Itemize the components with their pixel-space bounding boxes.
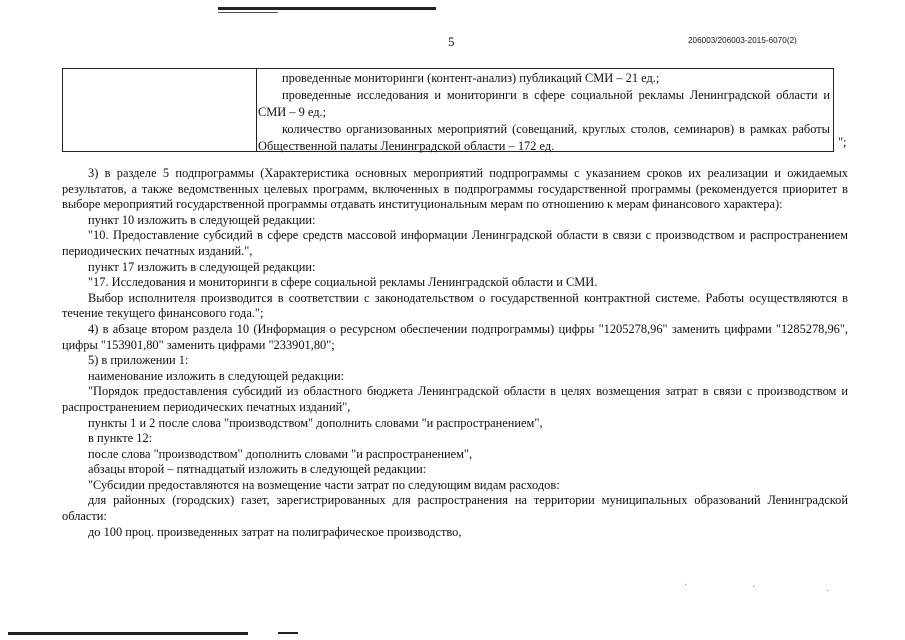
paragraph: 3) в разделе 5 подпрограммы (Характеристика основных мероприятий подпрограммы с указанием сроков их реализации и ожидаемых результатов, а также ведомственных целевых программ, включенных в подпрограммы государственной программы (рекомендуется приоритет в выборе мероприятий государственной программы отдавать институциональным мерам по отношению к мерам финансового характера): [62, 166, 848, 212]
table-cell-line: проведенные мониторинги (контент-анализ) публикаций СМИ – 21 ед.; [282, 71, 660, 85]
paragraph: "17. Исследования и мониторинги в сфере социальной рекламы Ленинградской области и СМИ. [88, 275, 598, 290]
paragraph: "Субсидии предоставляются на возмещение части затрат по следующим видам расходов: [88, 477, 560, 492]
table-cell-line: количество организованных мероприятий (совещаний, круглых столов, семинаров) в рамках работы Общественной палаты Ленинградской области – 172 ед. [258, 122, 830, 153]
scan-speck: · [684, 580, 688, 591]
document-body [62, 166, 848, 540]
paragraph: после слова "производством" дополнить словами "и распространением", [88, 446, 473, 461]
paragraph: в пункте 12: [88, 431, 153, 446]
paragraph: наименование изложить в следующей редакции: [88, 368, 345, 383]
paragraph: до 100 проц. произведенных затрат на полиграфическое производство, [88, 524, 462, 539]
closing-quote: "; [838, 135, 847, 149]
document-code: 206003/206003-2015-6070(2) [688, 36, 797, 45]
paragraph: абзацы второй – пятнадцатый изложить в следующей редакции: [88, 462, 427, 477]
paragraph: "10. Предоставление субсидий в сфере средств массовой информации Ленинградской области в связи с производством и распространением периодических печатных изданий.", [62, 228, 848, 258]
paragraph: Выбор исполнителя производится в соответствии с законодательством о государственной контрактной системе. Работы осуществляются в течение текущего финансового года."; [62, 290, 848, 321]
table-cell-line: проведенные исследования и мониторинги в сфере социальной рекламы Ленинградской области и СМИ – 9 ед.; [258, 88, 830, 119]
scan-artifact-line [218, 7, 436, 10]
paragraph: 4) в абзаце втором раздела 10 (Информация о ресурсном обеспечении подпрограммы) цифры "1205278,96" заменить цифрами "1285278,96", цифры "153901,80" заменить цифрами "233901,80"; [62, 321, 848, 352]
table-column-divider [256, 68, 257, 152]
paragraph: 5) в приложении 1: [88, 353, 189, 368]
scan-artifact-line [218, 12, 278, 13]
scan-speck: · [826, 586, 830, 597]
paragraph: для районных (городских) газет, зарегистрированных для распространения на территории муниципальных образований Ленинградской области: [62, 493, 848, 524]
scan-speck: · [752, 582, 756, 593]
paragraph: пункт 17 изложить в следующей редакции: [88, 259, 316, 274]
paragraph: пункт 10 изложить в следующей редакции: [88, 212, 316, 227]
scan-artifact-line [278, 632, 298, 634]
page-number: 5 [448, 34, 455, 49]
table-cell [258, 70, 830, 155]
paragraph: "Порядок предоставления субсидий из областного бюджета Ленинградской области в целях возмещения затрат в связи с производством и распространением периодических печатных изданий", [62, 384, 848, 414]
paragraph: пункты 1 и 2 после слова "производством" дополнить словами "и распространением", [88, 415, 543, 430]
scan-artifact-line [8, 632, 248, 635]
